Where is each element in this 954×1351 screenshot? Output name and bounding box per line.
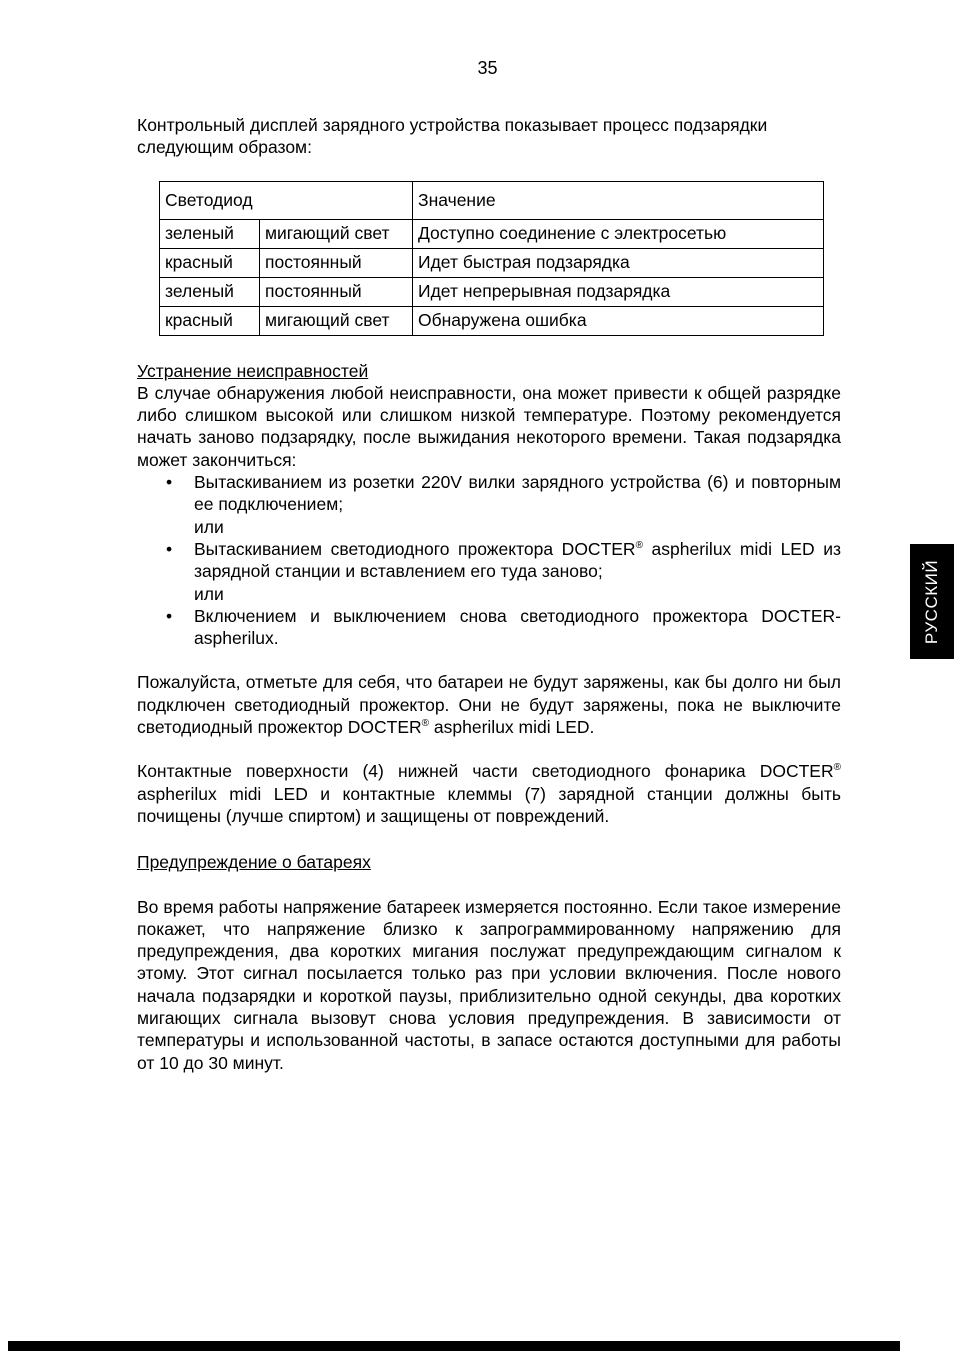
header-led: Светодиод: [160, 181, 413, 219]
led-mode-cell: постоянный: [260, 277, 413, 306]
registered-mark: ®: [421, 718, 430, 730]
bullet-glyph: •: [166, 538, 173, 559]
led-mode-cell: постоянный: [260, 248, 413, 277]
language-tab: [910, 544, 954, 659]
step-text: Включением и выключением снова светодиодного прожектора DOCTER-aspherilux.: [194, 605, 841, 649]
table-row: [160, 277, 824, 306]
list-item: [137, 538, 841, 583]
contacts-text: Контактные поверхности (4) нижней части светодиодного фонарика DOCTER: [137, 761, 834, 782]
note-paragraph: [137, 671, 841, 738]
contacts-paragraph: [137, 760, 841, 827]
footer-bar: [8, 1341, 900, 1351]
language-tab-label: РУССКИЙ: [922, 559, 941, 644]
battery-warning-title: Предупреждение о батареях: [137, 852, 371, 873]
step-text: Вытаскиванием светодиодного прожектора DOCTER: [194, 538, 636, 559]
document-body: [137, 114, 841, 1074]
battery-warning-text: Во время работы напряжение батареек измеряется постоянно. Если такое измерение покажет, что напряжение близко к запрограммированному напряжению для предупреждения, два коротких мигания послужат предупреждающим сигналом к этому. Этот сигнал посылается только раз при условии включения. После нового начала подзарядки и короткой паузы, приблизительно одной секунды, два коротких мигающих сигнала вызовут снова условия предупреждения. В зависимости от температуры и использованной частоты, в запасе остаются доступными для работы от 10 до 30 минут.: [137, 896, 841, 1073]
step-text: Вытаскиванием из розетки 220V вилки зарядного устройства (6) и повторным ее подключением;: [194, 472, 841, 515]
led-color-cell: зеленый: [160, 277, 260, 306]
list-item: [137, 471, 841, 516]
table-header-row: [160, 181, 824, 219]
list-item: [137, 605, 841, 650]
table-row: [160, 306, 824, 335]
led-mode-cell: мигающий свет: [260, 306, 413, 335]
registered-mark: ®: [833, 762, 841, 774]
led-meaning-cell: Идет непрерывная подзарядка: [413, 277, 824, 306]
intro-paragraph: Контрольный дисплей зарядного устройства показывает процесс подзарядки следующим образом:: [137, 115, 768, 158]
bullet-glyph: •: [166, 472, 173, 493]
troubleshooting-steps: [137, 605, 841, 650]
led-color-cell: красный: [160, 248, 260, 277]
note-text: Пожалуйста, отметьте для себя, что батареи не будут заряжены, как бы долго ни был подключен светодиодный прожектор. Они не будут заряжены, пока не выключите светодиодный прожектор DOCTER: [137, 672, 841, 738]
or-separator: или: [194, 516, 224, 537]
header-meaning: Значение: [413, 181, 824, 219]
or-separator: или: [194, 583, 224, 604]
page-number: 35: [477, 58, 498, 78]
table-row: [160, 248, 824, 277]
troubleshooting-steps: [137, 538, 841, 583]
contacts-text-cont: aspherilux midi LED и контактные клеммы (7) зарядной станции должны быть почищены (лучше спиртом) и защищены от повреждений.: [137, 783, 841, 826]
led-color-cell: зеленый: [160, 219, 260, 248]
led-meaning-cell: Доступно соединение с электросетью: [413, 219, 824, 248]
led-meaning-cell: Обнаружена ошибка: [413, 306, 824, 335]
led-mode-cell: мигающий свет: [260, 219, 413, 248]
bullet-glyph: •: [166, 605, 173, 626]
led-status-table: [159, 181, 824, 336]
led-color-cell: красный: [160, 306, 260, 335]
led-meaning-cell: Идет быстрая подзарядка: [413, 248, 824, 277]
step-text-cont: aspherilux midi LED из зарядной станции и вставлением его туда заново;: [194, 538, 841, 582]
note-text-cont: aspherilux midi LED.: [429, 717, 595, 738]
troubleshooting-steps: [137, 471, 841, 516]
troubleshooting-title: Устранение неисправностей: [137, 360, 369, 381]
registered-mark: ®: [635, 540, 643, 552]
table-row: [160, 219, 824, 248]
spacer: [137, 874, 841, 896]
troubleshooting-text: В случае обнаружения любой неисправности, она может привести к общей разрядке либо слишком высокой или слишком низкой температуре. Поэтому рекомендуется начать заново подзарядку, после выжидания некоторого времени. Такая подзарядка может закончиться:: [137, 382, 841, 470]
